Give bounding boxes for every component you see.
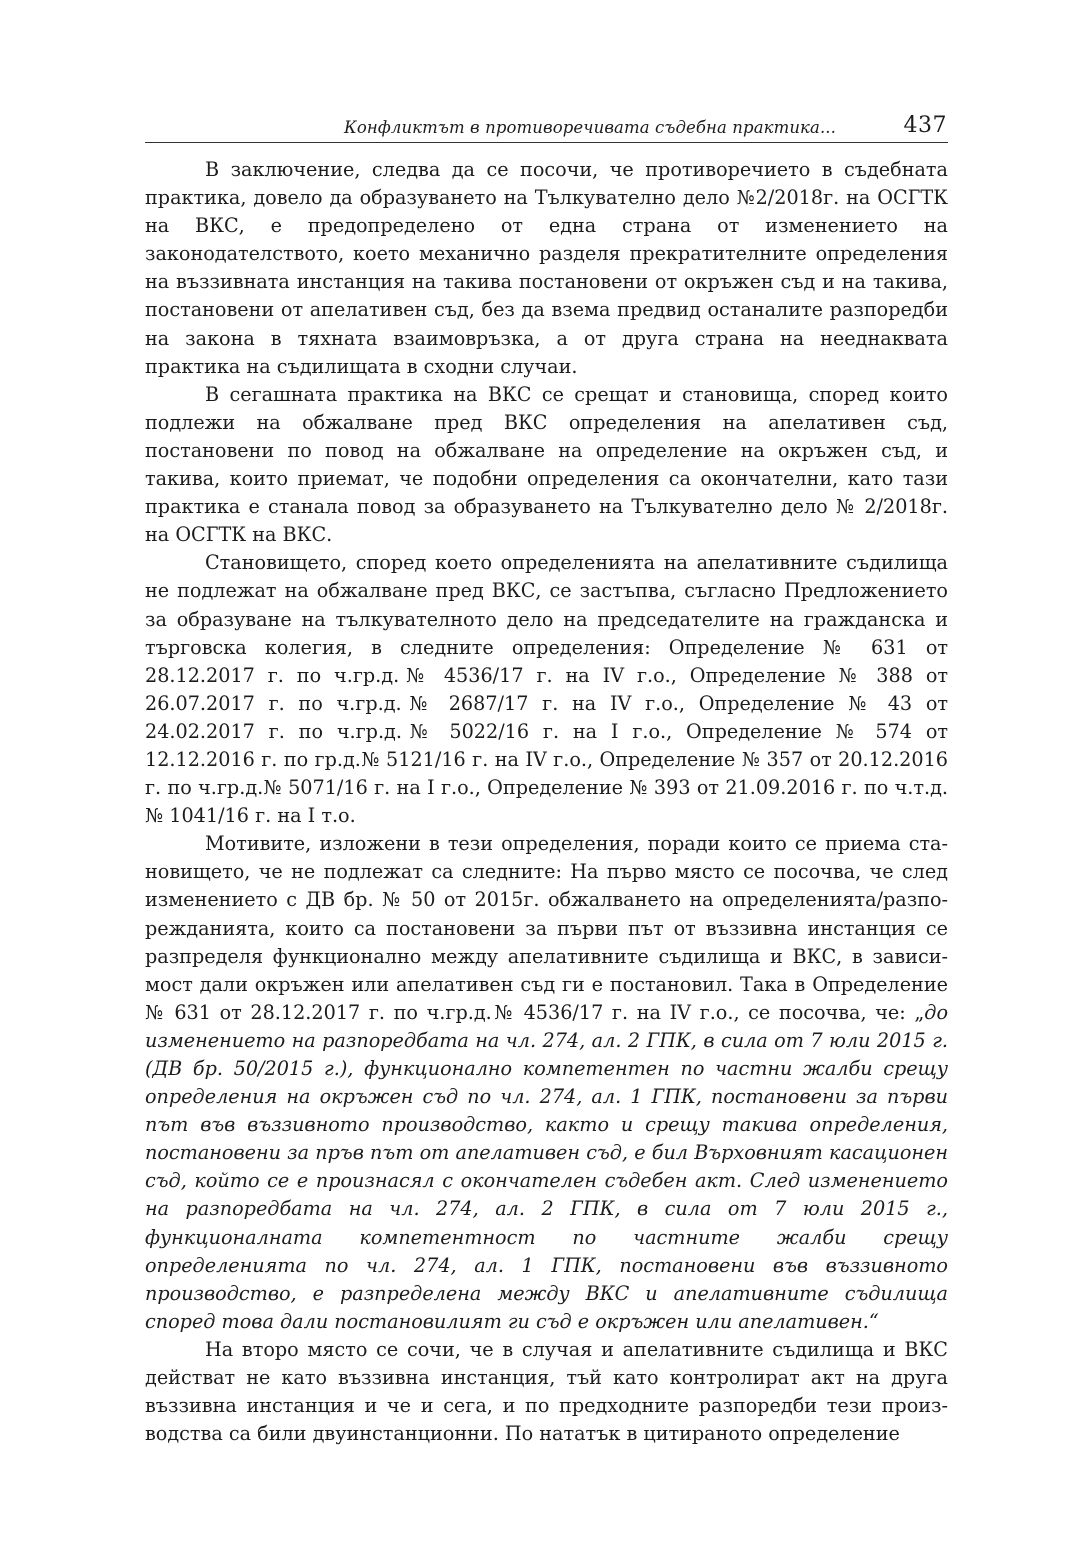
italic-quote: до изменението на разпоредбата на чл. 274, ал. 2 ГПК, в сила от 7 юли 2015 г. (ДВ бр. 50/2015 г.), функционално компетентен по частни жалби срещу определения на окръжен съд по чл. 274, ал. 1 ГПК, постановени за първи път във въззивното производство, както и срещу такива определения, постановени за пръв път от апелативен съд, е бил Върховният касационен съд, който се е произнасял с окончателен съдебен акт. След изменението на разпоредбата на чл. 274, ал. 2 ГПК, в сила от 7 юли 2015 г., функционалната компетентност по частните жалби срещу определенията по чл. 274, ал. 1 ГПК, постановени във въззивното производство, е разпределена между ВКС и апелативните съдилища според това дали постановилият ги съд е окръжен или апелативен.“ [145, 1000, 948, 1333]
paragraph-second-point [145, 1336, 948, 1448]
running-header [145, 112, 948, 143]
book-page [145, 112, 948, 1448]
running-title: Конфликтът в противоречивата съдебна практика... [343, 118, 836, 137]
body-text [145, 156, 948, 1448]
paragraph-conclusion [145, 156, 948, 381]
page-number: 437 [903, 113, 947, 138]
paragraph-text: В заключение, следва да се посочи, че противоречието в съдебната практика, довело да образуването на Тълкувателно дело №2/2018г. на ОСГТК на ВКС, е предопределено от една страна от изменението на законодателството, което механично разделя прекратителните определения на въззивната инстанция на такива постановени от окръжен съд и на такива, постановени от апелативен съд, без да взема предвид останалите разпоредби на закона в тяхната взаимовръзка, а от друга страна на нееднаквата практика на съдилищата в сходни случаи. [145, 158, 948, 378]
paragraph-position [145, 549, 948, 830]
paragraph-motives [145, 830, 948, 1336]
paragraph-current-practice [145, 381, 948, 550]
paragraph-text: Становището, според което определенията на апелативните съдилища не подлежат на обжалване пред ВКС, се застъпва, съгласно Предложението за образуване на тълкувателното дело на председателите на гражданска и търговска колегия, в следните определения: Определение № 631 от 28.12.2017 г. по ч.гр.д.№ 4536/17 г. на IV г.о., Определение № 388 от 26.07.2017 г. по ч.гр.д.№ 2687/17 г. на IV г.о., Определение № 43 от 24.02.2017 г. по ч.гр.д.№ 5022/16 г. на I г.о., Определение № 574 от 12.12.2016 г. по гр.д.№ 5121/16 г. на IV г.о., Определение № 357 от 20.12.2016 г. по ч.гр.д.№ 5071/16 г. на I г.о., Определение № 393 от 21.09.2016 г. по ч.т.д.№ 1041/16 г. на I т.о. [145, 551, 948, 828]
paragraph-text: В сегашната практика на ВКС се срещат и становища, според които подлежи на обжалване пред ВКС определения на апелативен съд, постановени по повод на обжалване на определение на окръжен съд, и такива, които приемат, че подобни определения са окончателни, като тази практика е станала повод за образуването на Тълкувателно дело № 2/2018г. на ОСГТК на ВКС. [145, 382, 948, 547]
paragraph-text: На второ място се сочи, че в случая и апелативните съдилища и ВКС действат не като въззивна инстанция, тъй като контролират акт на друга въззивна инстанция и че и сега, и по предходните разпоредби тези производства са били двуинстанционни. По нататък в цитираното определение [145, 1337, 948, 1446]
paragraph-text: Мотивите, изложени в тези определения, поради които се приема становището, че не подлежат са следните: На първо място се посочва, че след изменението с ДВ бр. № 50 от 2015г. обжалването на определенията/разпорежданията, които са постановени за първи път от въззивна инстанция се разпределя функционално между апелативните съдилища и ВКС, в зависимост дали окръжен или апелативен съд ги е постановил. Така в Определение № 631 от 28.12.2017 г. по ч.гр.д.№ 4536/17 г. на IV г.о., се посочва, че: „ [145, 832, 948, 1024]
